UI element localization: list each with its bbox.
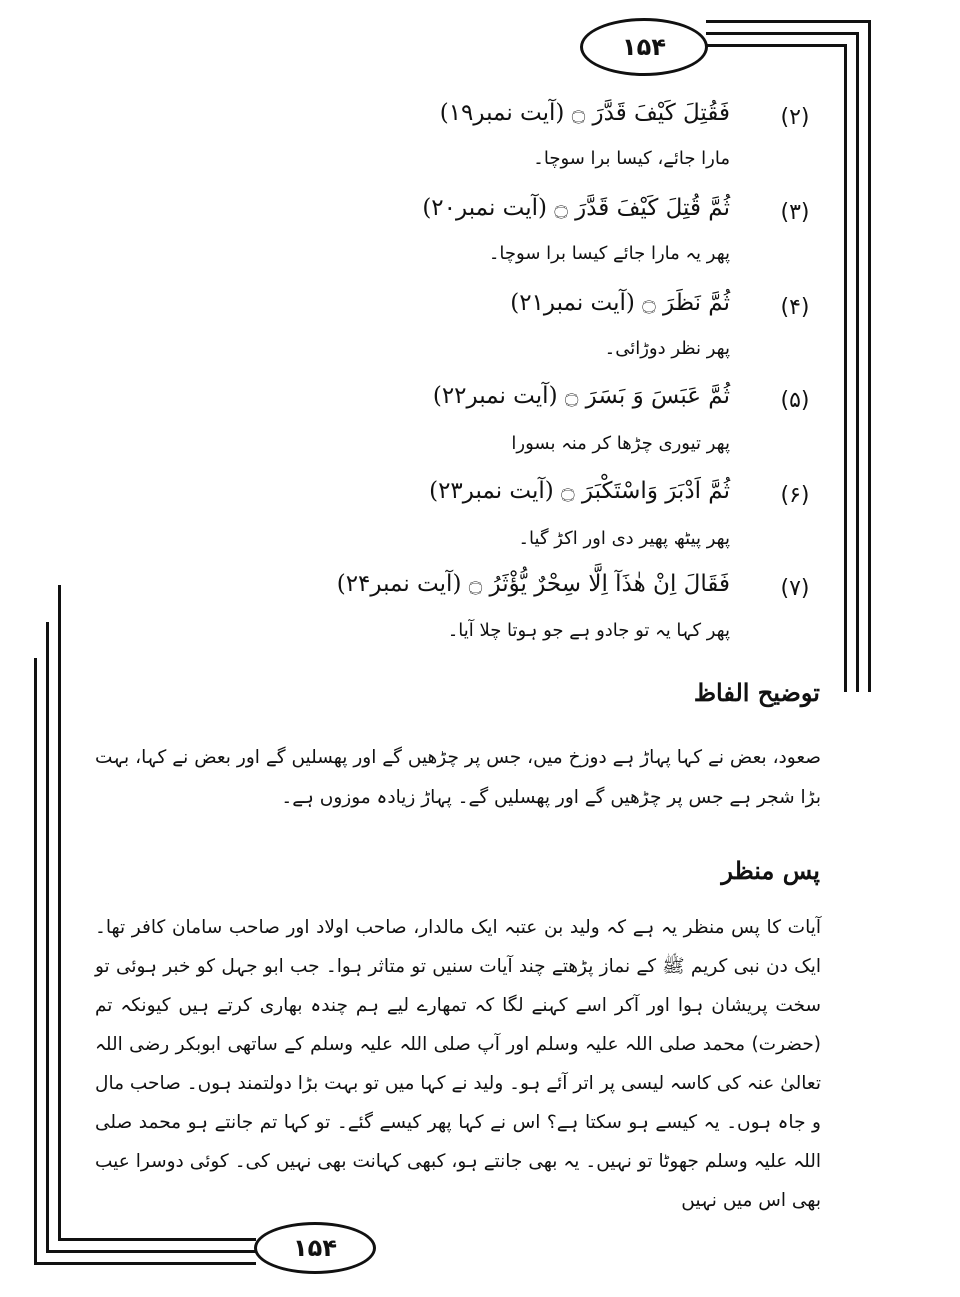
page-number-text: ۱۵۴	[293, 1234, 337, 1262]
frame-line	[706, 20, 870, 23]
frame-line	[856, 32, 859, 692]
frame-line	[34, 658, 37, 1264]
verse-translation: پھر نظر دوڑائی۔	[604, 338, 730, 359]
frame-line	[46, 1250, 256, 1253]
verse-number: (۴)	[780, 295, 810, 320]
frame-line	[58, 1238, 256, 1241]
verse-arabic: ثُمَّ عَبَسَ وَ بَسَرَ ۝ (آیت نمبر۲۲)	[432, 383, 730, 409]
verse-arabic: فَقُتِلَ كَيْفَ قَدَّرَ ۝ (آیت نمبر۱۹)	[439, 100, 730, 126]
verse-translation: پھر یہ مارا جائے کیسا برا سوچا۔	[488, 243, 730, 264]
verse-arabic: فَقَالَ اِنْ هٰذَآ اِلَّا سِحْرٌ يُّؤْثَرُ ۝ (آیت نمبر۲۴)	[336, 571, 730, 597]
section-heading: پس منظر	[721, 856, 820, 885]
verse-number: (۷)	[780, 576, 810, 601]
frame-line	[706, 44, 846, 47]
verse-number: (۵)	[780, 388, 810, 413]
frame-line	[34, 1262, 256, 1265]
page-number-text: ۱۵۴	[622, 33, 666, 61]
section-paragraph: صعود، بعض نے کہا پہاڑ ہے دوزخ میں، جس پر چڑھیں گے اور پھسلیں گے اور بعض نے کہا، بہت بڑا شجر ہے جس پر چڑھیں گے اور پھسلیں گے۔ پہاڑ زیادہ موزوں ہے۔	[95, 747, 821, 808]
frame-line	[844, 44, 847, 692]
verse-translation: پھر کہا یہ تو جادو ہے جو ہوتا چلا آیا۔	[447, 620, 730, 641]
verse-translation: پھر تیوری چڑھا کر منہ بسورا	[511, 433, 730, 454]
section-paragraph: آیات کا پس منظر یہ ہے کہ ولید بن عتبہ ایک مالدار، صاحب اولاد اور صاحب سامان کافر تھا۔ ایک دن نبی کریم ﷺ کے نماز پڑھتے چند آیات سنیں تو متاثر ہوا۔ جب ابو جہل کو خبر ہوئی تو سخت پریشان ہوا اور آکر اسے کہنے لگا کہ تمھارے لیے ہم چندہ بھاری کرتے ہیں کیونکہ تم (حضرت) محمد صلی اللہ علیہ وسلم اور آپ صلی اللہ علیہ وسلم کے ساتھی ابوبکر رضی اللہ تعالیٰ عنہ کی کاسہ لیسی پر اتر آئے ہو۔ ولید نے کہا میں تو بہت بڑا دولتمند ہوں۔ صاحب مال و جاہ ہوں۔ یہ کیسے ہو سکتا ہے؟ اس نے کہا پھر کیسے گئے۔ تو کہا تم جانتے ہو محمد صلی اللہ علیہ وسلم جھوٹا تو نہیں۔ یہ بھی جانتے ہو، کبھی کہانت بھی نہیں کی۔ کوئی دوسرا عیب بھی اس میں نہیں	[95, 917, 821, 1211]
verse-translation: مارا جائے، کیسا برا سوچا۔	[533, 148, 730, 169]
verse-arabic: ثُمَّ قُتِلَ كَيْفَ قَدَّرَ ۝ (آیت نمبر۲۰)	[422, 195, 730, 221]
page-number-bottom	[254, 1222, 376, 1274]
section-heading: توضیح الفاظ	[693, 678, 820, 707]
verse-number: (۲)	[780, 105, 810, 130]
verse-arabic: ثُمَّ نَظَرَ ۝ (آیت نمبر۲۱)	[510, 290, 730, 316]
frame-line	[868, 20, 871, 692]
verse-number: (۳)	[780, 200, 810, 225]
frame-line	[706, 32, 858, 35]
verse-number: (۶)	[780, 483, 810, 508]
frame-line	[58, 585, 61, 1240]
page-number-top	[580, 18, 708, 76]
verse-arabic: ثُمَّ اَدْبَرَ وَاسْتَكْبَرَ ۝ (آیت نمبر۲۳)	[429, 478, 730, 504]
verse-translation: پھر پیٹھ پھیر دی اور اکڑ گیا۔	[518, 528, 730, 549]
frame-line	[46, 622, 49, 1252]
